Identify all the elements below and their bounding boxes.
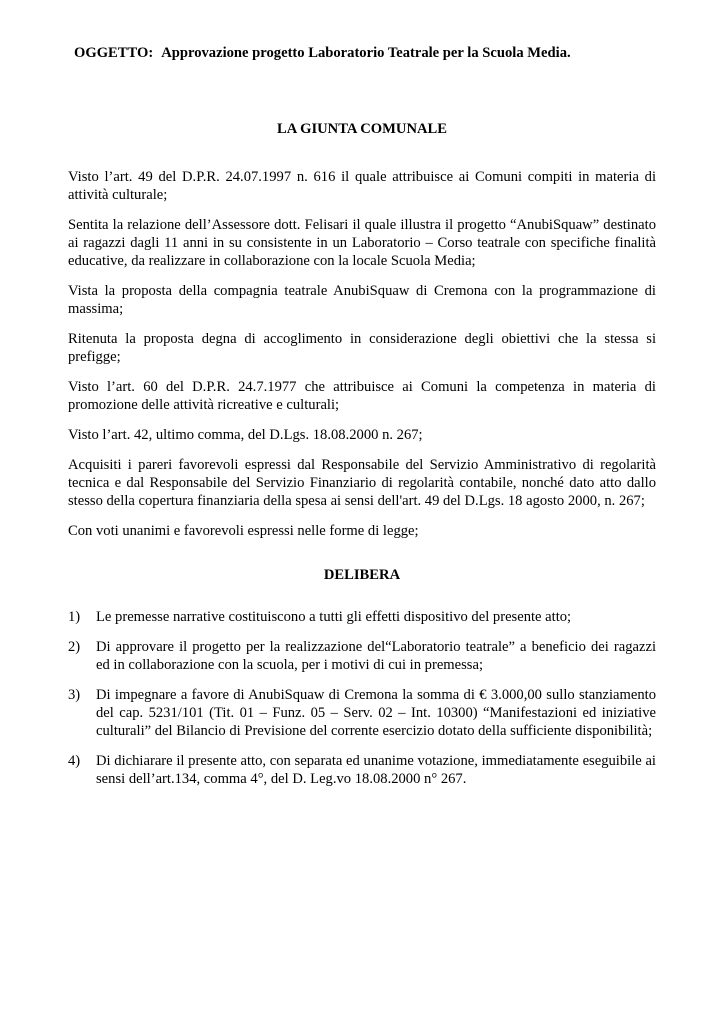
decision-number: 4) bbox=[68, 753, 81, 769]
decision-number: 2) bbox=[68, 639, 81, 655]
decision-number: 1) bbox=[68, 609, 81, 625]
subject-line bbox=[74, 44, 656, 62]
decision-item bbox=[68, 686, 656, 740]
decision-list bbox=[68, 608, 656, 788]
premise-paragraph: Visto l’art. 60 del D.P.R. 24.7.1977 che attribuisce ai Comuni la competenza in materia di promozione delle attività ricreative e culturali; bbox=[68, 379, 656, 413]
decision-item bbox=[68, 638, 656, 674]
body-heading: LA GIUNTA COMUNALE bbox=[276, 121, 447, 137]
decision-heading: DELIBERA bbox=[323, 567, 401, 583]
document-page bbox=[68, 44, 656, 800]
premise-paragraph: Con voti unanimi e favorevoli espressi nelle forme di legge; bbox=[68, 523, 419, 539]
premise-paragraph: Acquisiti i pareri favorevoli espressi dal Responsabile del Servizio Amministrativo di regolarità tecnica e dal Responsabile del Servizio Finanziario di regolarità contabile, nonché dato atto dallo stesso della copertura finanziaria della spesa ai sensi dell'art. 49 del D.Lgs. 18 agosto 2000, n. 267; bbox=[68, 457, 656, 509]
decision-number: 3) bbox=[68, 687, 81, 703]
premise-paragraph: Ritenuta la proposta degna di accoglimento in considerazione degli obiettivi che la stessa si prefigge; bbox=[68, 331, 656, 365]
decision-text: Di impegnare a favore di AnubiSquaw di Cremona la somma di € 3.000,00 sullo stanziamento del cap. 5231/101 (Tit. 01 – Funz. 05 – Serv. 02 – Int. 10300) “Manifestazioni ed iniziative culturali” del Bilancio di Previsione del corrente esercizio dotato della sufficiente disponibilità; bbox=[96, 687, 656, 739]
decision-text: Di dichiarare il presente atto, con separata ed unanime votazione, immediatamente eseguibile ai sensi dell’art.134, comma 4°, del D. Leg.vo 18.08.2000 n° 267. bbox=[96, 753, 656, 787]
subject-text: Approvazione progetto Laboratorio Teatrale per la Scuola Media. bbox=[161, 45, 571, 61]
premise-paragraph: Visto l’art. 42, ultimo comma, del D.Lgs. 18.08.2000 n. 267; bbox=[68, 427, 423, 443]
decision-item bbox=[68, 608, 656, 626]
decision-item bbox=[68, 752, 656, 788]
premise-paragraph: Sentita la relazione dell’Assessore dott. Felisari il quale illustra il progetto “AnubiSquaw” destinato ai ragazzi dagli 11 anni in su consistente in un Laboratorio – Corso teatrale con specifiche finalità educative, da realizzare in collaborazione con la locale Scuola Media; bbox=[68, 217, 656, 269]
decision-text: Di approvare il progetto per la realizzazione del“Laboratorio teatrale” a beneficio dei ragazzi ed in collaborazione con la scuola, per i motivi di cui in premessa; bbox=[96, 639, 656, 673]
decision-text: Le premesse narrative costituiscono a tutti gli effetti dispositivo del presente atto; bbox=[96, 609, 572, 625]
premise-paragraph: Vista la proposta della compagnia teatrale AnubiSquaw di Cremona con la programmazione di massima; bbox=[68, 283, 656, 317]
premise-paragraph: Visto l’art. 49 del D.P.R. 24.07.1997 n. 616 il quale attribuisce ai Comuni compiti in materia di attività culturale; bbox=[68, 169, 656, 203]
subject-label: OGGETTO: bbox=[74, 45, 154, 61]
premises-section bbox=[68, 168, 656, 540]
